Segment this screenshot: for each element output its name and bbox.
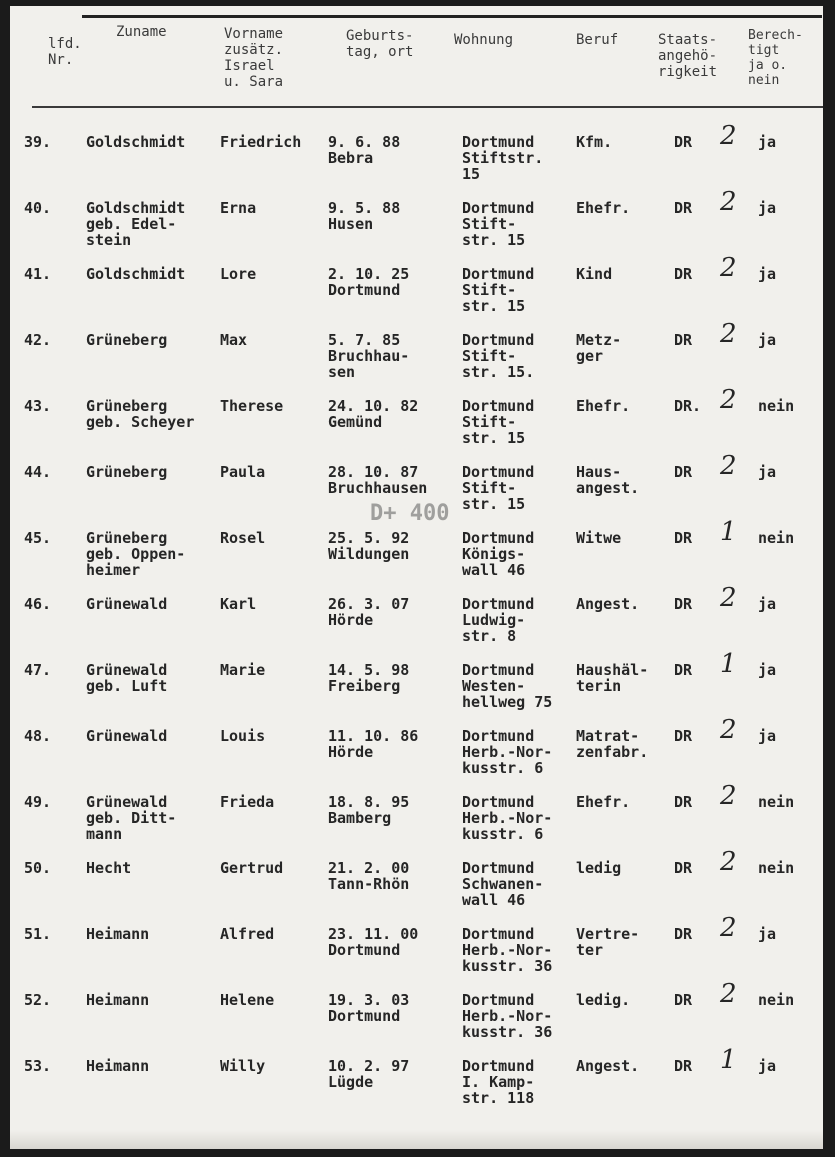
nationality: DR <box>674 991 693 1009</box>
address: Dortmund Herb.-Nor- kusstr. 36 <box>462 991 553 1041</box>
table-row <box>10 319 823 398</box>
entry-number: 47. <box>24 661 52 679</box>
occupation: Haus- angest. <box>576 463 640 497</box>
surname: Heimann <box>86 925 150 943</box>
entitled-yes-no: ja <box>758 265 777 283</box>
occupation: ledig <box>576 859 622 877</box>
nationality: DR <box>674 331 693 349</box>
handwritten-mark: 2 <box>720 451 737 481</box>
occupation: Ehefr. <box>576 199 631 217</box>
handwritten-mark: 2 <box>720 979 737 1009</box>
nationality: DR <box>674 133 693 151</box>
birth-date-place: 26. 3. 07 Hörde <box>328 595 410 629</box>
birth-date-place: 5. 7. 85 Bruchhau- sen <box>328 331 410 381</box>
handwritten-mark: 2 <box>720 781 737 811</box>
occupation: ledig. <box>576 991 631 1009</box>
surname: Goldschmidt <box>86 265 186 283</box>
table-row <box>10 781 823 860</box>
entitled-yes-no: nein <box>758 397 795 415</box>
entry-number: 50. <box>24 859 52 877</box>
table-row <box>10 385 823 464</box>
table-row <box>10 121 823 200</box>
address: Dortmund Stift- str. 15 <box>462 265 535 315</box>
table-row <box>10 1045 823 1124</box>
address: Dortmund Westen- hellweg 75 <box>462 661 553 711</box>
page-bottom-edge <box>10 1130 823 1149</box>
nationality: DR <box>674 727 693 745</box>
occupation: Kfm. <box>576 133 613 151</box>
address: Dortmund Stift- str. 15 <box>462 463 535 513</box>
handwritten-mark: 2 <box>720 385 737 415</box>
handwritten-mark: 1 <box>720 517 737 547</box>
table-row <box>10 649 823 728</box>
surname: Grünewald <box>86 727 168 745</box>
table-row <box>10 913 823 992</box>
document-page <box>10 6 823 1149</box>
entry-number: 41. <box>24 265 52 283</box>
header-wohnung: Wohnung <box>454 32 514 48</box>
header-rule <box>32 106 823 108</box>
surname: Grüneberg geb. Scheyer <box>86 397 195 431</box>
birth-date-place: 25. 5. 92 Wildungen <box>328 529 410 563</box>
first-name: Max <box>220 331 248 349</box>
entry-number: 44. <box>24 463 52 481</box>
address: Dortmund Stiftstr. 15 <box>462 133 544 183</box>
birth-date-place: 9. 5. 88 Husen <box>328 199 401 233</box>
entry-number: 42. <box>24 331 52 349</box>
first-name: Paula <box>220 463 266 481</box>
address: Dortmund Schwanen- wall 46 <box>462 859 544 909</box>
first-name: Lore <box>220 265 257 283</box>
nationality: DR. <box>674 397 702 415</box>
entitled-yes-no: ja <box>758 133 777 151</box>
first-name: Therese <box>220 397 284 415</box>
address: Dortmund Ludwig- str. 8 <box>462 595 535 645</box>
table-row <box>10 847 823 926</box>
table-row <box>10 451 823 530</box>
header-zuname: Zuname <box>116 24 167 40</box>
nationality: DR <box>674 793 693 811</box>
birth-date-place: 18. 8. 95 Bamberg <box>328 793 410 827</box>
entry-number: 40. <box>24 199 52 217</box>
occupation: Vertre- ter <box>576 925 640 959</box>
surname: Grünewald geb. Luft <box>86 661 168 695</box>
table-row <box>10 517 823 596</box>
handwritten-mark: 2 <box>720 583 737 613</box>
occupation: Angest. <box>576 1057 640 1075</box>
handwritten-mark: 2 <box>720 913 737 943</box>
entitled-yes-no: ja <box>758 331 777 349</box>
address: Dortmund Herb.-Nor- kusstr. 36 <box>462 925 553 975</box>
occupation: Ehefr. <box>576 793 631 811</box>
first-name: Frieda <box>220 793 275 811</box>
entitled-yes-no: nein <box>758 859 795 877</box>
entitled-yes-no: nein <box>758 793 795 811</box>
handwritten-mark: 2 <box>720 319 737 349</box>
nationality: DR <box>674 199 693 217</box>
entry-number: 48. <box>24 727 52 745</box>
header-lfd-nr: lfd. Nr. <box>48 36 82 68</box>
first-name: Marie <box>220 661 266 679</box>
surname: Grüneberg <box>86 331 168 349</box>
entitled-yes-no: ja <box>758 925 777 943</box>
first-name: Alfred <box>220 925 275 943</box>
entry-number: 53. <box>24 1057 52 1075</box>
entitled-yes-no: ja <box>758 595 777 613</box>
nationality: DR <box>674 529 693 547</box>
table-row <box>10 187 823 266</box>
entry-number: 46. <box>24 595 52 613</box>
occupation: Metz- ger <box>576 331 622 365</box>
birth-date-place: 11. 10. 86 Hörde <box>328 727 419 761</box>
header-beruf: Beruf <box>576 32 619 48</box>
occupation: Ehefr. <box>576 397 631 415</box>
handwritten-mark: 2 <box>720 253 737 283</box>
address: Dortmund Königs- wall 46 <box>462 529 535 579</box>
table-row <box>10 979 823 1058</box>
entry-number: 45. <box>24 529 52 547</box>
first-name: Gertrud <box>220 859 284 877</box>
surname: Grüneberg <box>86 463 168 481</box>
first-name: Rosel <box>220 529 266 547</box>
handwritten-mark: 1 <box>720 1045 737 1075</box>
first-name: Louis <box>220 727 266 745</box>
address: Dortmund Stift- str. 15. <box>462 331 535 381</box>
header-geburt: Geburts- tag, ort <box>346 28 414 60</box>
surname: Heimann <box>86 1057 150 1075</box>
entry-number: 39. <box>24 133 52 151</box>
header-berechtigt: Berech- tigt ja o. nein <box>748 28 803 88</box>
first-name: Helene <box>220 991 275 1009</box>
nationality: DR <box>674 463 693 481</box>
entitled-yes-no: ja <box>758 727 777 745</box>
nationality: DR <box>674 925 693 943</box>
birth-date-place: 24. 10. 82 Gemünd <box>328 397 419 431</box>
entry-number: 52. <box>24 991 52 1009</box>
first-name: Erna <box>220 199 257 217</box>
header-staat: Staats- angehö- rigkeit <box>658 32 718 80</box>
address: Dortmund I. Kamp- str. 118 <box>462 1057 535 1107</box>
birth-date-place: 14. 5. 98 Freiberg <box>328 661 410 695</box>
surname: Goldschmidt geb. Edel- stein <box>86 199 186 249</box>
address: Dortmund Herb.-Nor- kusstr. 6 <box>462 727 553 777</box>
nationality: DR <box>674 595 693 613</box>
entitled-yes-no: nein <box>758 529 795 547</box>
handwritten-mark: 1 <box>720 649 737 679</box>
top-rule <box>82 15 822 18</box>
rubber-stamp: D+ 400 <box>370 501 450 526</box>
address: Dortmund Stift- str. 15 <box>462 397 535 447</box>
first-name: Friedrich <box>220 133 302 151</box>
table-row <box>10 583 823 662</box>
birth-date-place: 19. 3. 03 Dortmund <box>328 991 410 1025</box>
occupation: Angest. <box>576 595 640 613</box>
address: Dortmund Stift- str. 15 <box>462 199 535 249</box>
surname: Goldschmidt <box>86 133 186 151</box>
entitled-yes-no: ja <box>758 1057 777 1075</box>
occupation: Kind <box>576 265 613 283</box>
header-vorname: Vorname zusätz. Israel u. Sara <box>224 26 284 90</box>
table-row <box>10 715 823 794</box>
first-name: Willy <box>220 1057 266 1075</box>
entitled-yes-no: ja <box>758 463 777 481</box>
birth-date-place: 23. 11. 00 Dortmund <box>328 925 419 959</box>
handwritten-mark: 2 <box>720 847 737 877</box>
surname: Hecht <box>86 859 132 877</box>
entitled-yes-no: ja <box>758 661 777 679</box>
entitled-yes-no: ja <box>758 199 777 217</box>
occupation: Haushäl- terin <box>576 661 649 695</box>
birth-date-place: 28. 10. 87 Bruchhausen <box>328 463 428 497</box>
surname: Heimann <box>86 991 150 1009</box>
occupation: Matrat- zenfabr. <box>576 727 649 761</box>
surname: Grünewald <box>86 595 168 613</box>
surname: Grünewald geb. Ditt- mann <box>86 793 177 843</box>
address: Dortmund Herb.-Nor- kusstr. 6 <box>462 793 553 843</box>
entry-number: 51. <box>24 925 52 943</box>
table-row <box>10 253 823 332</box>
nationality: DR <box>674 1057 693 1075</box>
handwritten-mark: 2 <box>720 121 737 151</box>
birth-date-place: 9. 6. 88 Bebra <box>328 133 401 167</box>
entry-number: 49. <box>24 793 52 811</box>
handwritten-mark: 2 <box>720 187 737 217</box>
nationality: DR <box>674 265 693 283</box>
birth-date-place: 10. 2. 97 Lügde <box>328 1057 410 1091</box>
occupation: Witwe <box>576 529 622 547</box>
nationality: DR <box>674 661 693 679</box>
handwritten-mark: 2 <box>720 715 737 745</box>
first-name: Karl <box>220 595 257 613</box>
nationality: DR <box>674 859 693 877</box>
birth-date-place: 21. 2. 00 Tann-Rhön <box>328 859 410 893</box>
entitled-yes-no: nein <box>758 991 795 1009</box>
birth-date-place: 2. 10. 25 Dortmund <box>328 265 410 299</box>
surname: Grüneberg geb. Oppen- heimer <box>86 529 186 579</box>
entry-number: 43. <box>24 397 52 415</box>
